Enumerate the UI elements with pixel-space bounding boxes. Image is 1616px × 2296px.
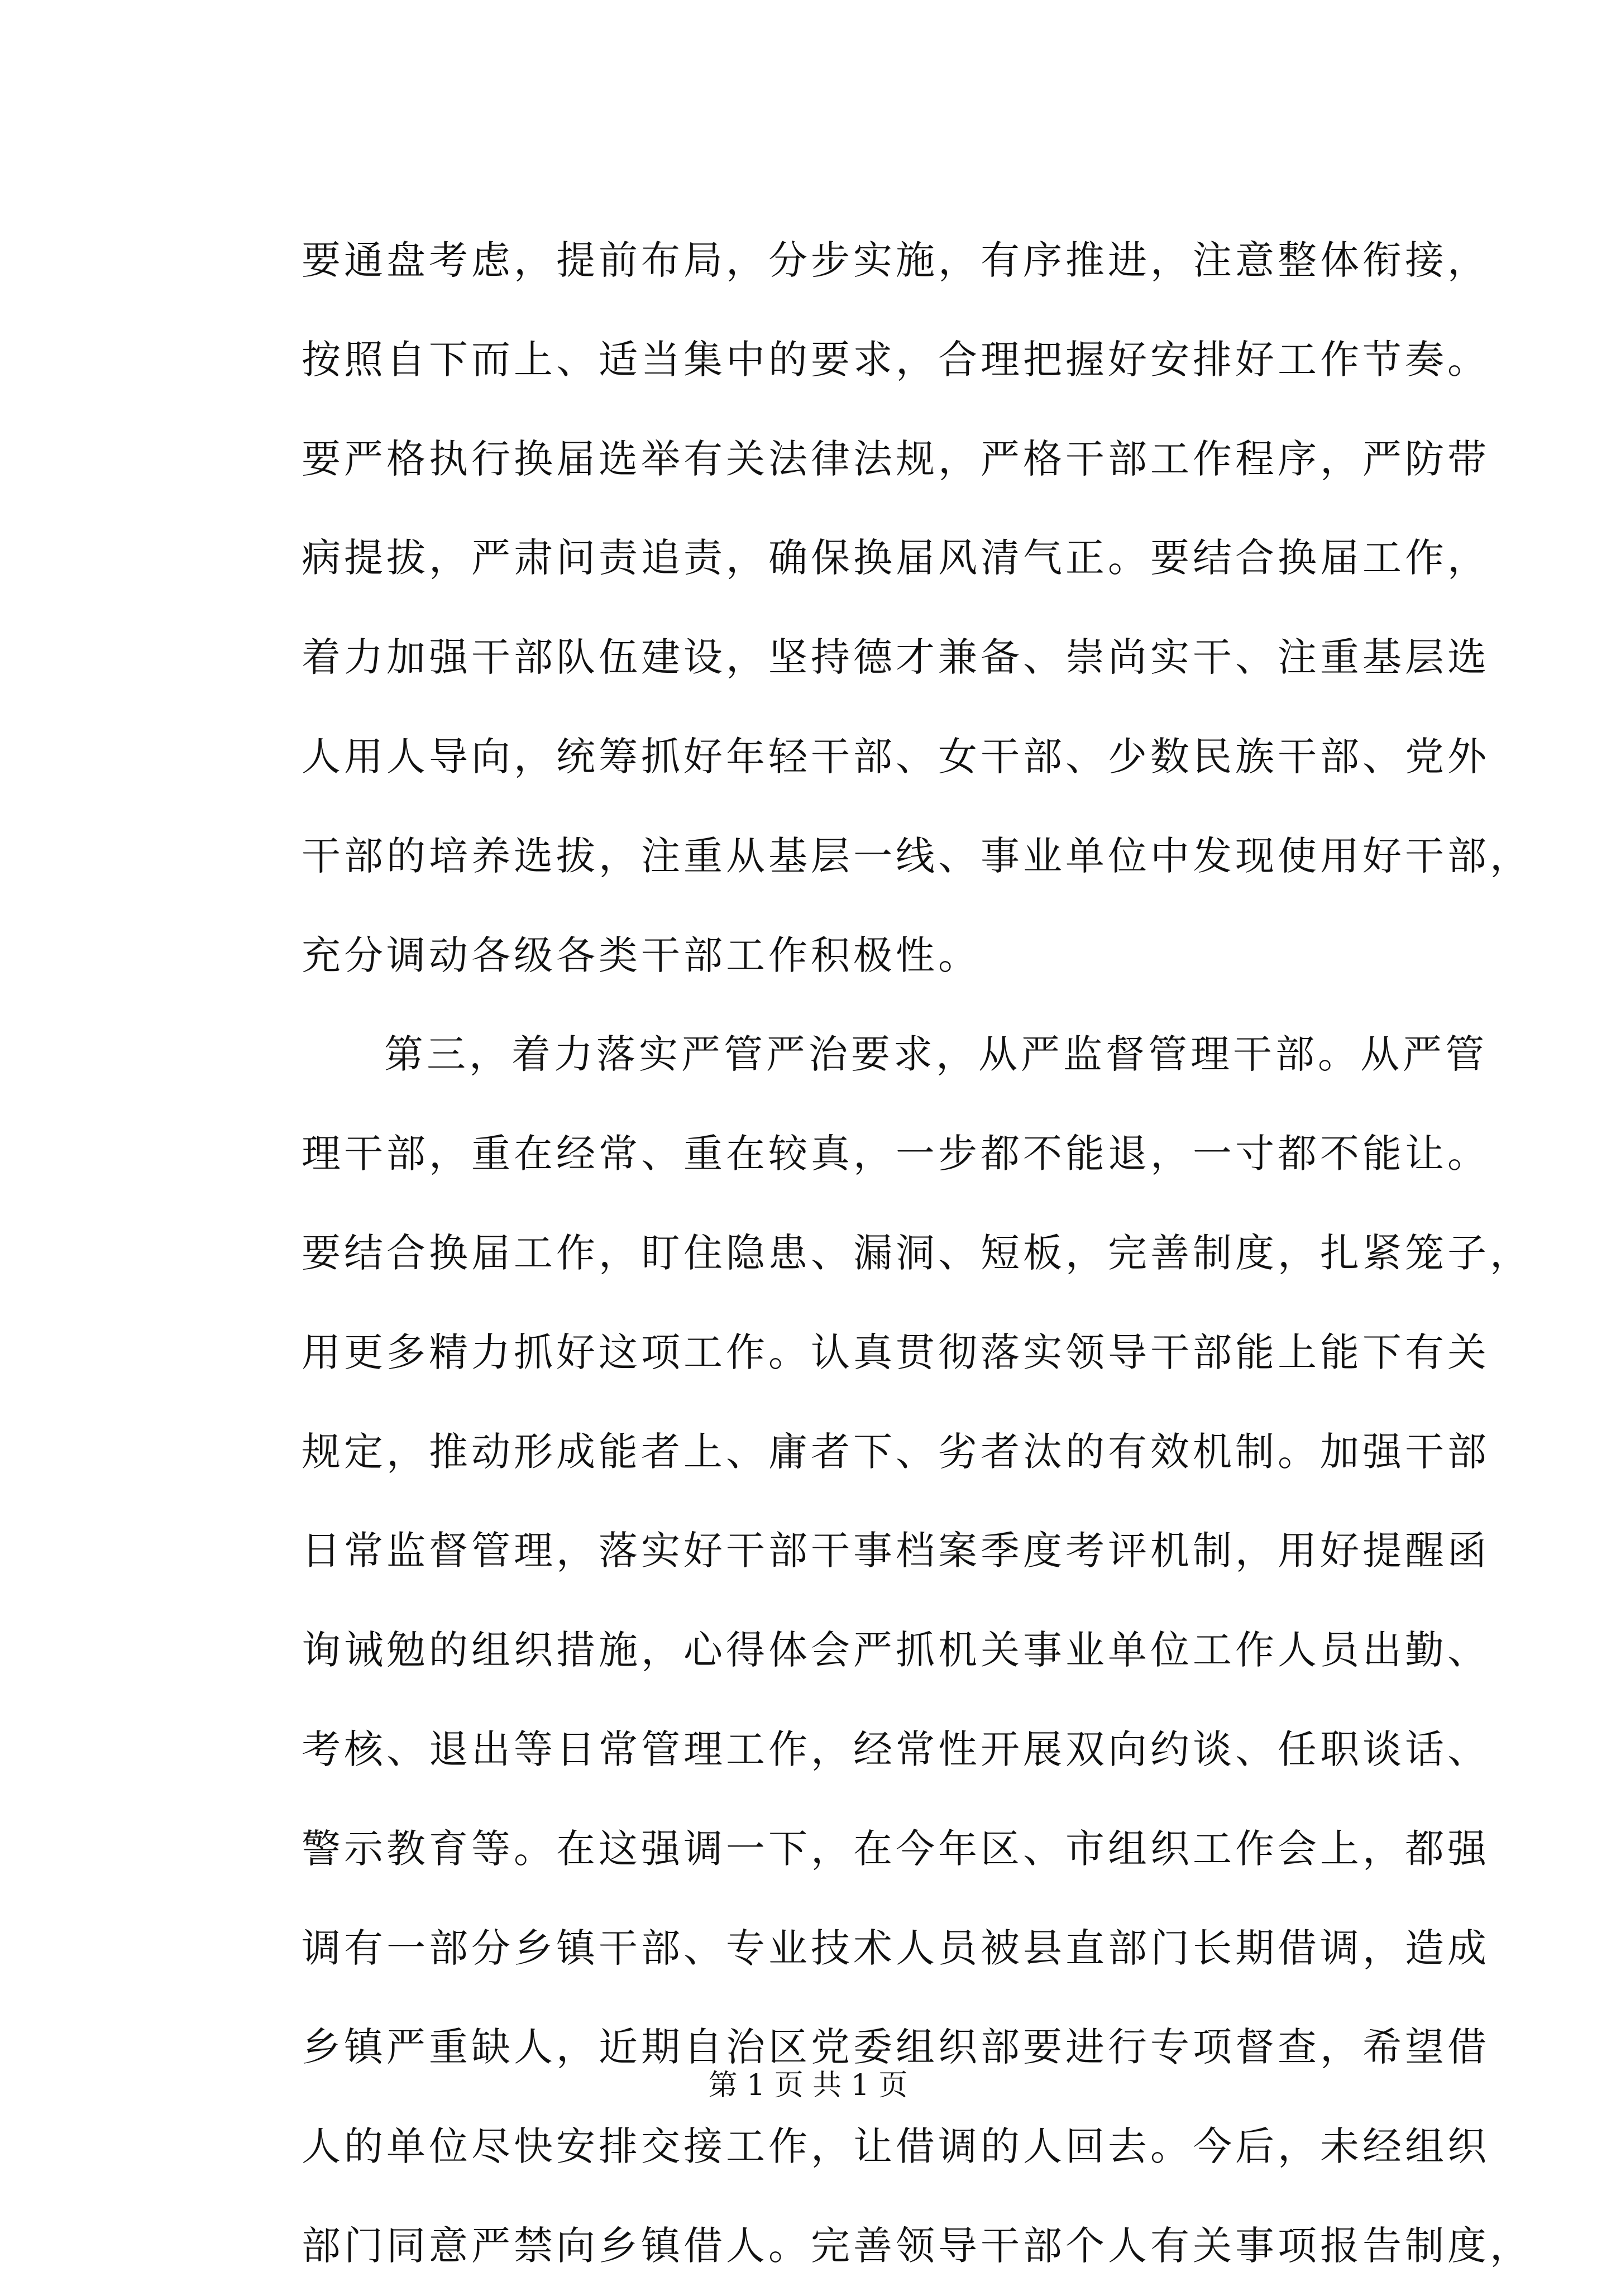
text-line: 规定，推动形成能者上、庸者下、劣者汰的有效机制。加强干部 <box>302 1428 1490 1475</box>
text-line: 乡镇严重缺人，近期自治区党委组织部要进行专项督查，希望借 <box>302 2024 1490 2070</box>
document-body <box>302 211 1532 2296</box>
text-line: 要严格执行换届选举有关法律法规，严格干部工作程序，严防带 <box>302 436 1490 482</box>
text-line: 按照自下而上、适当集中的要求，合理把握好安排好工作节奏。 <box>302 336 1490 382</box>
text-line: 着力加强干部队伍建设，坚持德才兼备、崇尚实干、注重基层选 <box>302 634 1490 681</box>
text-line: 理干部，重在经常、重在较真，一步都不能退，一寸都不能让。 <box>302 1131 1490 1177</box>
text-line: 人的单位尽快安排交接工作，让借调的人回去。今后，未经组织 <box>302 2123 1490 2170</box>
text-line: 充分调动各级各类干部工作积极性。 <box>302 932 981 978</box>
text-line: 警示教育等。在这强调一下，在今年区、市组织工作会上，都强 <box>302 1825 1490 1872</box>
text-line: 用更多精力抓好这项工作。认真贯彻落实领导干部能上能下有关 <box>302 1329 1490 1375</box>
text-line: 日常监督管理，落实好干部干事档案季度考评机制，用好提醒函 <box>302 1528 1490 1574</box>
page-footer <box>0 2066 1616 2105</box>
text-line: 调有一部分乡镇干部、专业技术人员被县直部门长期借调，造成 <box>302 1925 1490 1971</box>
paragraph-first-line: 第三，着力落实严管严治要求，从严监督管理干部。从严管 <box>384 1031 1488 1078</box>
text-line: 要通盘考虑，提前布局，分步实施，有序推进，注意整体衔接， <box>302 237 1490 283</box>
text-line: 考核、退出等日常管理工作，经常性开展双向约谈、任职谈话、 <box>302 1726 1490 1772</box>
text-line: 人用人导向，统筹抓好年轻干部、女干部、少数民族干部、党外 <box>302 733 1490 779</box>
text-line: 干部的培养选拔，注重从基层一线、事业单位中发现使用好干部， <box>302 833 1532 879</box>
page-number: 第 1 页 共 1 页 <box>708 2069 908 2102</box>
text-line: 病提拔，严肃问责追责，确保换届风清气正。要结合换届工作， <box>302 535 1490 581</box>
text-line: 部门同意严禁向乡镇借人。完善领导干部个人有关事项报告制度， <box>302 2222 1532 2269</box>
text-line: 询诫勉的组织措施，心得体会严抓机关事业单位工作人员出勤、 <box>302 1627 1490 1673</box>
text-line: 要结合换届工作，盯住隐患、漏洞、短板，完善制度，扎紧笼子， <box>302 1230 1532 1276</box>
